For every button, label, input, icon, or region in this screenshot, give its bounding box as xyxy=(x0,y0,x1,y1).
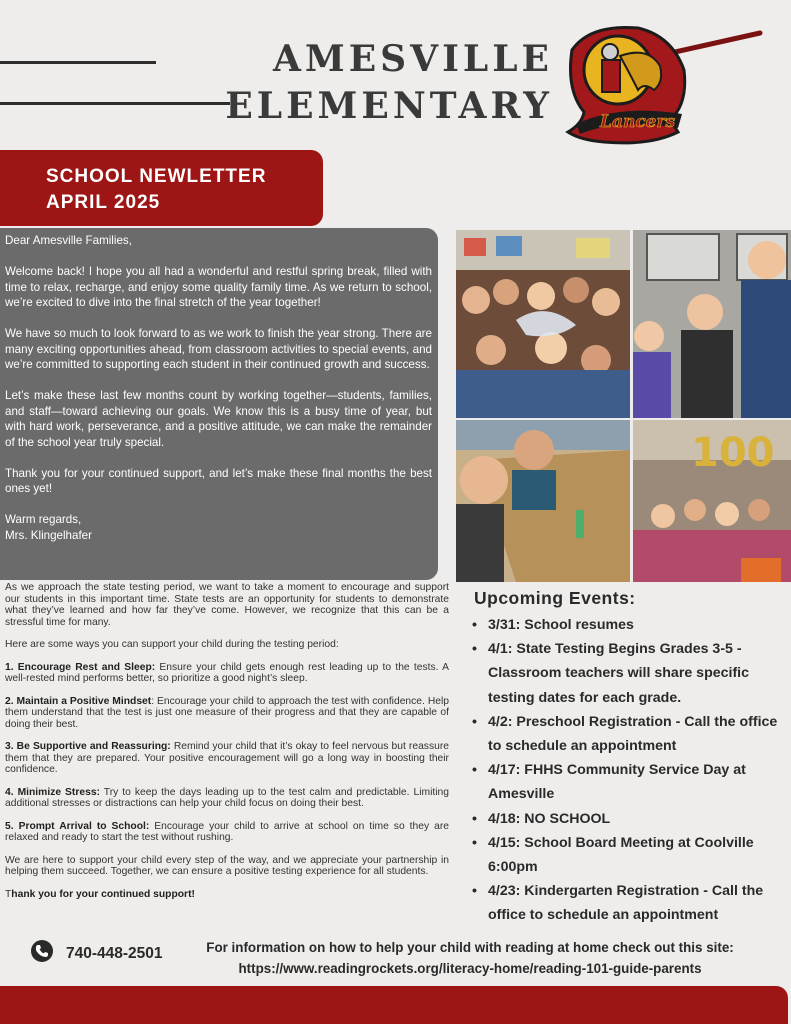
school-name-line1: AMESVILLE xyxy=(272,38,553,80)
phone-number[interactable]: 740-448-2501 xyxy=(66,945,163,962)
decorative-line-bottom xyxy=(0,102,230,105)
letter-paragraph-3: Let’s make these last few months count by working together—students, families, and staff—toward achieving our goals. We know this is a busy time of year, but with hard work, perseverance, and a positive attitude, we can make the remainder of the school year truly special. xyxy=(5,389,432,449)
testing-tip-4 xyxy=(5,787,449,810)
upcoming-events xyxy=(456,588,791,928)
classroom-activity-photo xyxy=(456,230,630,418)
event-item: • 4/23: Kindergarten Registration - Call the office to schedule an appointment xyxy=(472,879,791,927)
svg-text:100: 100 xyxy=(691,430,775,476)
banner-title: SCHOOL NEWLETTER xyxy=(46,166,267,187)
testing-tip-3 xyxy=(5,741,449,776)
tip-text: Remind your child that it’s okay to feel nervous but reassure them that they are prepared. Your positive encouragement will go a long way in boosting their confidence. xyxy=(5,741,449,775)
testing-thanks xyxy=(5,889,449,901)
tip-text: Try to keep the days leading up to the test calm and predictable. Limiting additional stresses or distractions can help your child focus on doing their best. xyxy=(5,786,449,809)
tip-title: 5. Prompt Arrival to School: xyxy=(5,820,150,832)
testing-tip-2 xyxy=(5,696,449,731)
students-holding-projects-photo xyxy=(633,230,791,418)
letter-paragraph-2: We have so much to look forward to as we work to finish the year strong. There are many exciting opportunities ahead, from classroom activities to special events, and we’re committed to supporting each student in their continued growth and success. xyxy=(5,327,432,371)
decorative-line-top xyxy=(0,61,156,64)
testing-outro: We are here to support your child every step of the way, and we appreciate your partnership in helping them succeed. Together, we can ensure a positive testing experience for all students. xyxy=(5,854,449,877)
hundredth-day-celebration-photo xyxy=(633,420,791,582)
event-item: • 3/31: School resumes xyxy=(472,613,791,637)
lancers-knight-logo xyxy=(560,20,770,150)
reading-resources xyxy=(170,937,770,979)
events-list xyxy=(456,613,791,928)
tip-title: 1. Encourage Rest and Sleep: xyxy=(5,661,156,673)
event-item: • 4/17: FHHS Community Service Day at Amesville xyxy=(472,758,791,806)
photo-collage xyxy=(456,230,791,582)
school-name xyxy=(225,36,553,130)
letter-closing: Warm regards, xyxy=(5,513,82,526)
event-item: • 4/15: School Board Meeting at Coolville 6:00pm xyxy=(472,831,791,879)
testing-tip-5 xyxy=(5,821,449,844)
testing-tip-1 xyxy=(5,662,449,685)
banner-date: APRIL 2025 xyxy=(46,192,161,213)
letter-signature: Mrs. Klingelhafer xyxy=(5,528,92,542)
tip-text: : Encourage your child to approach the test with confidence. Help them understand that the test is just one measure of their progress and that they are capable of doing their best. xyxy=(5,695,449,730)
events-title: Upcoming Events: xyxy=(474,588,636,608)
testing-intro: As we approach the state testing period, we want to take a moment to encourage and support our students in this important time. State tests are an opportunity for students to demonstrate what they’ve learned and how far they’ve come. However, we recognize that this can be a stressful time for many. xyxy=(5,582,449,628)
reading-link[interactable]: https://www.readingrockets.org/literacy-home/reading-101-guide-parents xyxy=(238,961,702,976)
tip-text: Encourage your child to arrive at school on time so they are relaxed and ready to start the test without rushing. xyxy=(5,820,449,843)
tip-title: 3. Be Supportive and Reassuring: xyxy=(5,741,171,752)
tip-title: 2. Maintain a Positive Mindset xyxy=(5,695,152,707)
event-item: • 4/18: NO SCHOOL xyxy=(472,807,791,831)
letter-paragraph-1: Welcome back! I hope you all had a wonderful and restful spring break, filled with time to relax, recharge, and enjoy some quality family time. As we return to school, we’re excited to dive into the final stretch of the year together! xyxy=(5,265,432,309)
students-experiment-photo xyxy=(456,420,630,582)
tip-title: 4. Minimize Stress: xyxy=(5,786,100,798)
testing-ways-intro: Here are some ways you can support your child during the testing period: xyxy=(5,639,339,650)
reading-info-text: For information on how to help your child with reading at home check out this site: xyxy=(206,940,734,955)
event-item: • 4/1: State Testing Begins Grades 3-5 - Classroom teachers will share specific testing dates for each grade. xyxy=(472,637,791,710)
svg-text:Lancers: Lancers xyxy=(600,112,676,132)
footer-bar xyxy=(0,986,788,1024)
thanks-rest: hank you for your continued support! xyxy=(11,888,195,900)
letter-greeting: Dear Amesville Families, xyxy=(5,234,132,247)
principal-letter xyxy=(0,228,438,580)
state-testing-section xyxy=(5,582,449,900)
letter-paragraph-4: Thank you for your continued support, and let’s make these final months the best ones yet! xyxy=(5,466,432,495)
tip-text: Ensure your child gets enough rest leading up to the tests. A well-rested mind performs better, so prioritize a good night’s sleep. xyxy=(5,661,449,684)
newsletter-banner xyxy=(0,150,323,226)
event-item: • 4/2: Preschool Registration - Call the office to schedule an appointment xyxy=(472,710,791,758)
school-name-line2: ELEMENTARY xyxy=(225,85,553,127)
thanks-first-letter: T xyxy=(5,888,12,900)
phone-icon xyxy=(31,940,53,962)
